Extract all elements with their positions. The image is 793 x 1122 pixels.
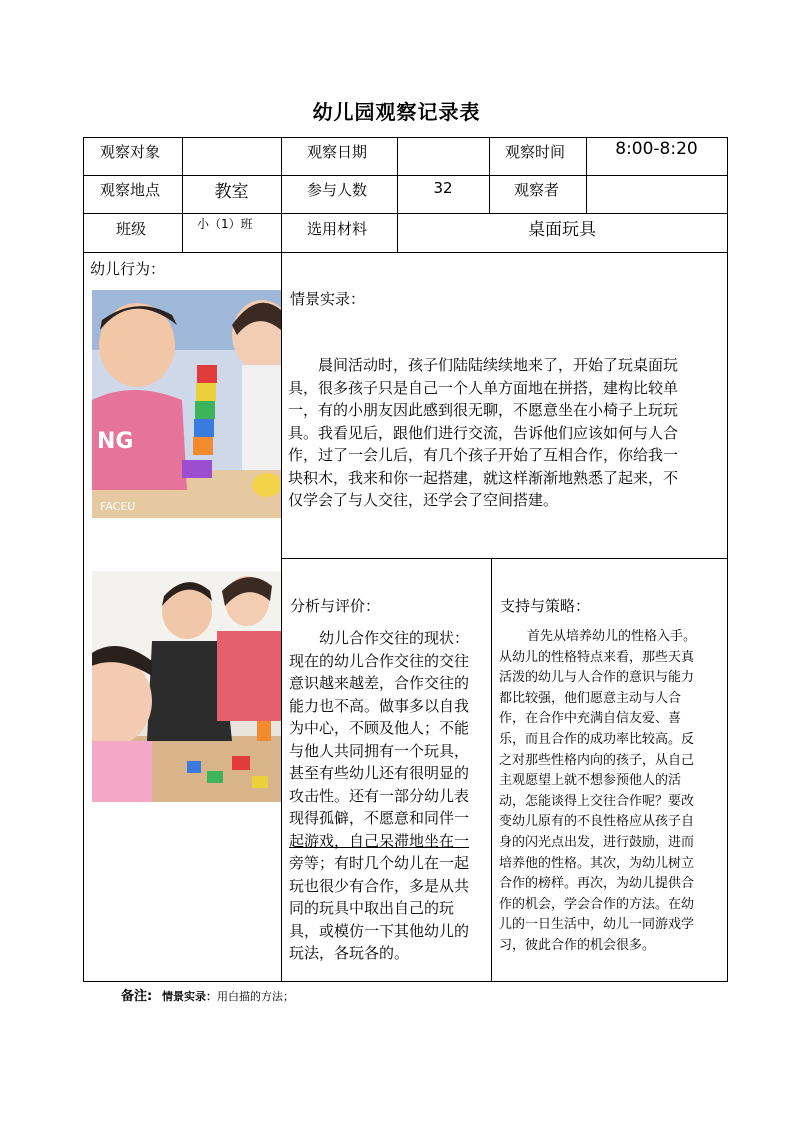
svg-text:NG: NG <box>97 429 134 454</box>
strategy-label: 支持与策略： <box>500 597 591 615</box>
count-value: 32 <box>433 179 453 197</box>
analysis-label: 分析与评价： <box>290 597 381 615</box>
page-title: 幼儿园观察记录表 <box>312 100 481 124</box>
strategy-line: 乐，而且合作的成功率比较高。反 <box>499 731 695 747</box>
strategy-line: 作，在合作中充满自信友爱、喜 <box>499 711 682 727</box>
analysis-line: 能力也不高。做事多以自我 <box>289 696 470 715</box>
strategy-line: 培养他的性格。其次，为幼儿树立 <box>499 855 695 871</box>
material-label: 选用材料 <box>307 220 368 238</box>
strategy-line: 合作的榜样。再次，为幼儿提供合 <box>499 876 695 892</box>
footer-note <box>121 985 294 1004</box>
time-label: 观察时间 <box>505 143 566 161</box>
strategy-line: 首先从培养幼儿的性格入手。 <box>527 629 697 644</box>
analysis-line: 现得孤僻，不愿意和同伴一 <box>289 809 470 827</box>
strategy-line: 变幼儿原有的不良性格应从孩子自 <box>499 814 695 830</box>
children-building-blocks-photo <box>92 290 281 518</box>
strategy-line: 从幼儿的性格特点来看，那些天真 <box>499 649 695 665</box>
scene-text <box>288 354 718 512</box>
strategy-line: 之对那些性格内向的孩子，从自己 <box>499 752 695 768</box>
analysis-line: 甚至有些幼儿还有很明显的 <box>289 764 470 782</box>
strategy-line: 活泼的幼儿与人合作的意识与能力 <box>499 670 695 686</box>
analysis-line: 起游戏，自己呆滞地坐在一 <box>289 831 470 850</box>
analysis-line: 玩法，各玩各的。 <box>289 944 410 962</box>
note-key: 情景实录： <box>162 990 218 1003</box>
strategy-line: 儿的一日生活中，幼儿一同游戏学 <box>499 917 695 933</box>
class-value: 小（1）班 <box>197 217 253 231</box>
note-label: 备注: <box>121 989 153 1004</box>
place-value: 教室 <box>214 182 249 202</box>
analysis-line: 旁等；有时几个幼儿在一起 <box>289 854 470 872</box>
class-label: 班级 <box>116 220 147 238</box>
observer-label: 观察者 <box>514 181 560 199</box>
analysis-line: 意识越来越差，合作交往的 <box>289 674 470 692</box>
analysis-line: 攻击性。还有一部分幼儿表 <box>289 786 470 805</box>
scene-line: 具，很多孩子只是自己一个人单方面地在拼搭，建构比较单 <box>288 378 679 397</box>
scene-line: 作，过了一会儿后，有几个孩子开始了互相合作，你给我一 <box>288 446 679 464</box>
analysis-text <box>289 627 485 965</box>
strategy-text <box>499 627 721 957</box>
place-label: 观察地点 <box>100 181 161 199</box>
analysis-line: 与他人共同拥有一个玩具， <box>289 741 470 760</box>
strategy-line: 主观愿望上就不想参预他人的活 <box>499 773 682 789</box>
scene-line: 具。我看见后，跟他们进行交流，告诉他们应该如何与人合 <box>288 423 679 442</box>
scene-line: 一，有的小朋友因此感到很无聊，不愿意坐在小椅子上玩玩 <box>288 401 679 419</box>
analysis-line: 为中心，不顾及他人；不能 <box>289 719 470 737</box>
material-value: 桌面玩具 <box>528 220 596 240</box>
scene-label: 情景实录： <box>290 290 366 308</box>
analysis-line: 同的玩具中取出自己的玩 <box>289 899 455 917</box>
subject-label: 观察对象 <box>100 143 161 161</box>
strategy-line: 都比较强，他们愿意主动与人合 <box>499 690 682 706</box>
analysis-line: 幼儿合作交往的现状： <box>319 629 470 647</box>
children-playing-together-photo <box>92 571 281 802</box>
watermark-text: FACEU <box>100 500 136 513</box>
count-label: 参与人数 <box>307 181 368 199</box>
strategy-line: 作的机会，学会合作的方法。在幼 <box>499 896 695 912</box>
scene-line: 晨间活动时，孩子们陆陆续续地来了，开始了玩桌面玩 <box>318 356 679 374</box>
analysis-line: 具，或模仿一下其他幼儿的 <box>289 921 470 940</box>
strategy-line: 习，彼此合作的机会很多。 <box>499 937 656 953</box>
date-label: 观察日期 <box>307 143 368 161</box>
scene-line: 块积木，我来和你一起搭建，就这样渐渐地熟悉了起来，不 <box>288 468 679 487</box>
analysis-line: 现在的幼儿合作交往的交往 <box>289 651 470 670</box>
behavior-label: 幼儿行为： <box>90 260 166 278</box>
time-value: 8:00-8:20 <box>615 139 698 159</box>
note-text: 用白描的方法； <box>217 990 295 1003</box>
strategy-line: 身的闪光点出发，进行鼓励，进而 <box>499 834 695 850</box>
analysis-line: 玩也很少有合作，多是从共 <box>289 876 470 895</box>
scene-line: 仅学会了与人交往，还学会了空间搭建。 <box>288 491 559 509</box>
strategy-line: 动，怎能谈得上交往合作呢？要改 <box>499 793 695 809</box>
